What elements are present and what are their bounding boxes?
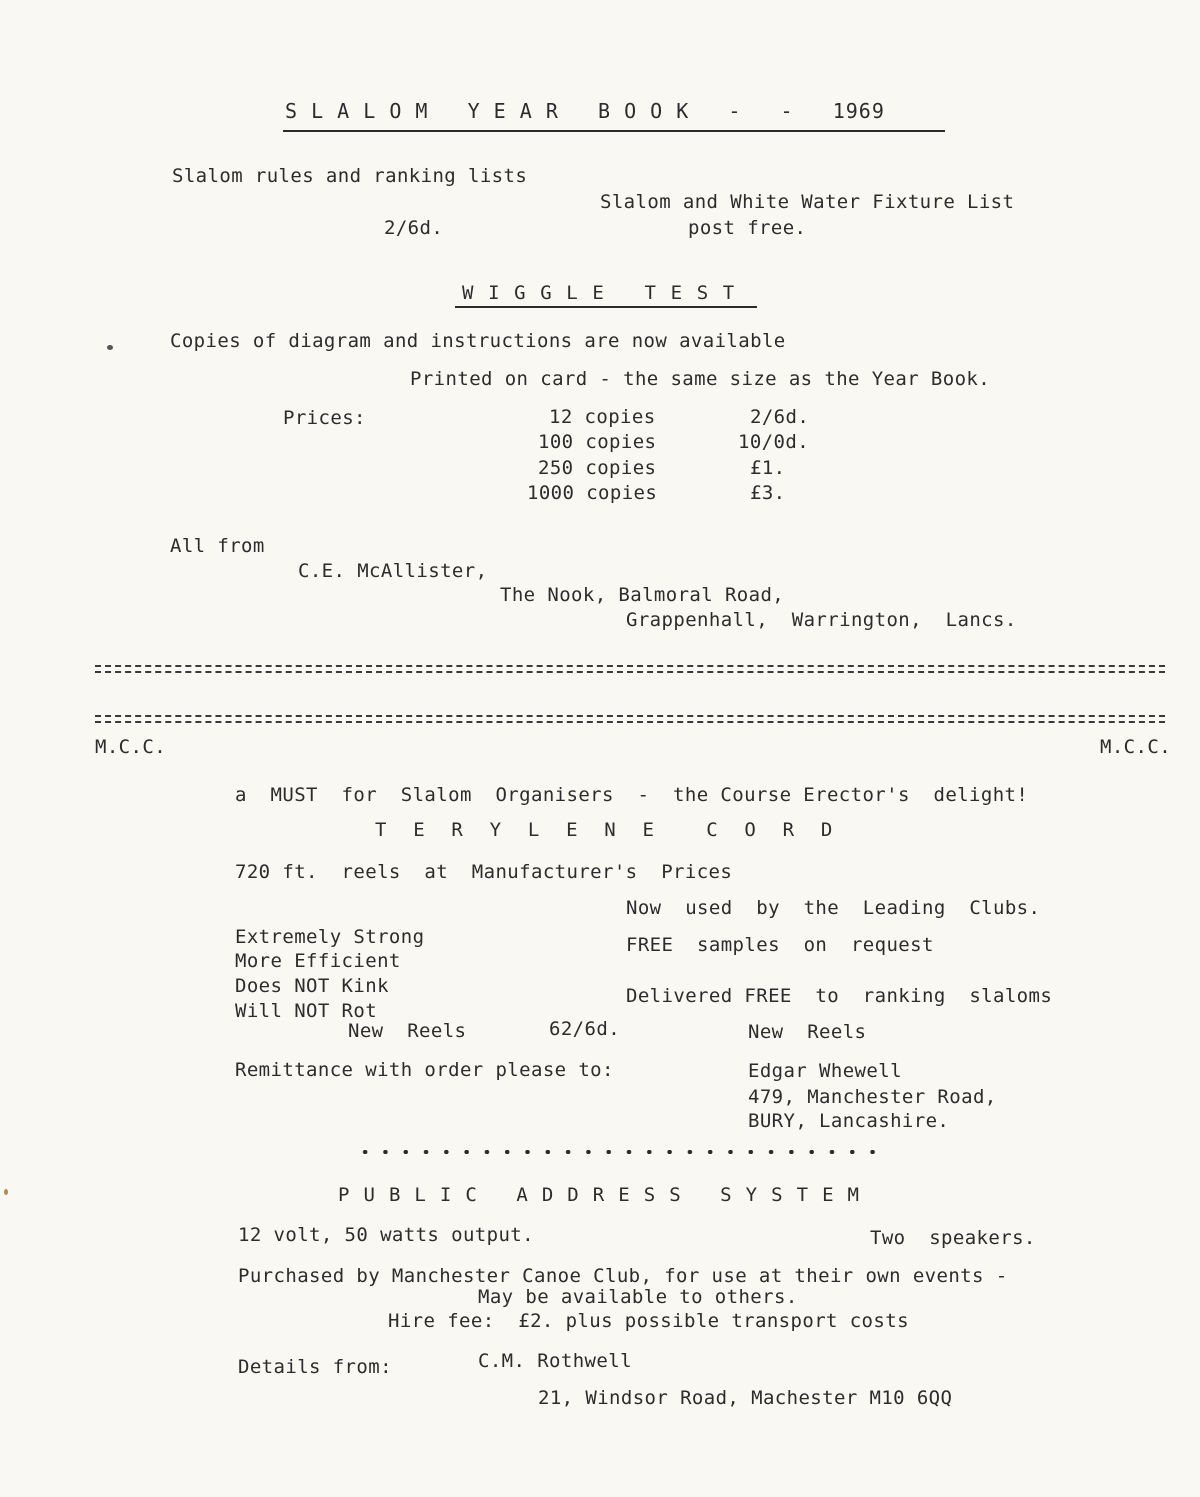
new-reels-label: New Reels	[348, 1020, 467, 1042]
feature-item: More Efficient	[235, 950, 401, 972]
details-name: C.M. Rothwell	[478, 1350, 632, 1372]
details-label: Details from:	[238, 1356, 392, 1378]
supplier-address-2: Grappenhall, Warrington, Lancs.	[626, 609, 1017, 631]
separator-rule	[95, 665, 1165, 673]
free-samples-line: FREE samples on request	[626, 934, 934, 956]
dotted-divider	[355, 1150, 885, 1154]
delivered-line: Delivered FREE to ranking slaloms	[626, 985, 1053, 1007]
contact-address-1: 479, Manchester Road,	[748, 1086, 997, 1108]
remittance-line: Remittance with order please to:	[235, 1059, 614, 1081]
reels-line: 720 ft. reels at Manufacturer's Prices	[235, 861, 733, 883]
feature-item: Extremely Strong	[235, 926, 425, 948]
supplier-name: C.E. McAllister,	[298, 560, 488, 582]
contact-name: Edgar Whewell	[748, 1060, 902, 1082]
pa-heading: P U B L I C A D D R E S S S Y S T E M	[338, 1184, 861, 1206]
wiggle-line-2: Printed on card - the same size as the Year Book.	[410, 368, 991, 390]
product-heading: T E R Y L E N E C O R D	[375, 819, 834, 841]
new-reels-right: New Reels	[748, 1021, 867, 1043]
price-value: 2/6d.	[750, 406, 810, 428]
ink-speck	[4, 1189, 8, 1195]
mcc-tag-left: M.C.C.	[95, 736, 167, 758]
contact-address-2: BURY, Lancashire.	[748, 1110, 950, 1132]
mcc-tag-right: M.C.C.	[1100, 736, 1172, 758]
supplier-address-1: The Nook, Balmoral Road,	[500, 584, 785, 606]
details-address: 21, Windsor Road, Machester M10 6QQ	[538, 1387, 953, 1409]
pa-spec: 12 volt, 50 watts output.	[238, 1224, 534, 1246]
price-qty: 1000 copies	[527, 482, 658, 504]
wiggle-underline	[455, 306, 757, 308]
price-value: £1.	[750, 457, 786, 479]
title-underline	[283, 130, 945, 132]
pa-hire-fee: Hire fee: £2. plus possible transport costs	[388, 1310, 909, 1332]
fixture-label: Slalom and White Water Fixture List	[600, 191, 1015, 213]
feature-item: Will NOT Rot	[235, 1000, 378, 1022]
separator-rule	[95, 715, 1165, 723]
page-title: S L A L O M Y E A R B O O K - - 1969	[285, 99, 885, 123]
fixture-price: post free.	[688, 217, 807, 239]
feature-item: Does NOT Kink	[235, 975, 389, 997]
wiggle-heading: W I G G L E T E S T	[462, 282, 736, 304]
mcc-tagline: a MUST for Slalom Organisers - the Course Erector's delight!	[235, 784, 1029, 806]
price-qty: 250 copies	[538, 457, 657, 479]
all-from-label: All from	[170, 535, 265, 557]
price-qty: 100 copies	[538, 431, 657, 453]
used-line: Now used by the Leading Clubs.	[626, 897, 1041, 919]
price-qty: 12 copies	[549, 406, 656, 428]
pa-speakers: Two speakers.	[870, 1227, 1036, 1249]
pa-available: May be available to others.	[478, 1286, 798, 1308]
wiggle-line-1: Copies of diagram and instructions are now available	[170, 330, 786, 352]
price-value: £3.	[750, 482, 786, 504]
new-reels-price: 62/6d.	[549, 1018, 621, 1040]
ink-speck	[107, 345, 113, 350]
price-value: 10/0d.	[738, 431, 810, 453]
prices-label: Prices:	[283, 407, 366, 429]
pa-purchased: Purchased by Manchester Canoe Club, for use at their own events -	[238, 1265, 1008, 1287]
rules-label: Slalom rules and ranking lists	[172, 165, 528, 187]
rules-price: 2/6d.	[384, 217, 444, 239]
